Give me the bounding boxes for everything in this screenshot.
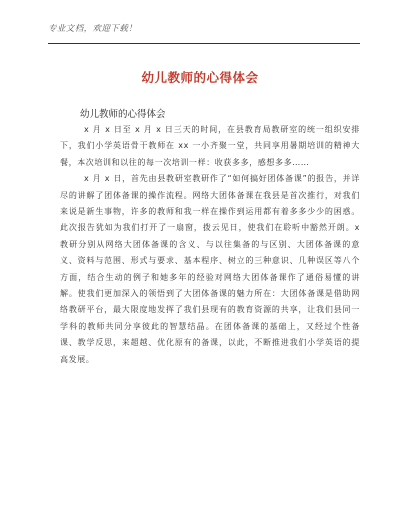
header-divider — [48, 43, 360, 44]
document-title: 幼儿教师的心得体会 — [141, 70, 259, 85]
header-note: 专业文档，欢迎下载！ — [48, 24, 138, 34]
document-subheading: 幼儿教师的心得体会 — [80, 109, 166, 120]
paragraph: x 月 x 日，首先由县教研室教研作了“如何搞好团体备课”的报告，并详尽的讲解了团体备课的操作流程。网络大团体备课在我县是首次推行，对我们来说是新生事物，许多的教师和我一样在操作到运用都有着多多少少的困惑。此次报告犹如为我们打开了一扇窗，拨云见日，使我们在聆听中豁然开朗。x 教研分别从网络大团体备课的含义、与以往集备的与区别、大团体备课的意义、资料与范围、形式与要求、基本程序、树立的三种意识、几种误区等八个方面，结合生动的例子和她多年的经验对网络大团体备课作了通俗易懂的讲解。使我们更加深入的领悟到了大团体备课的魅力所在：大团体备课是借助网络教研平台，最大限度地发挥了我们县现有的教育资源的共享，让我们县同一学科的教师共同分享彼此的智慧结晶。在团体备课的基础上，又经过个性备课、教学反思，来超越、优化原有的备课，以此，不断推进我们小学英语的提高发展。 — [60, 174, 360, 364]
document-body — [60, 122, 360, 368]
paragraph: x 月 x 日至 x 月 x 日三天的时间，在县教育局教研室的统一组织安排下，我们小学英语骨干教师在 xx 一小齐聚一堂，共同享用暑期培训的精神大餐，本次培训和以往的每一次培训一样：收获多多，感想多多…… — [60, 125, 360, 167]
